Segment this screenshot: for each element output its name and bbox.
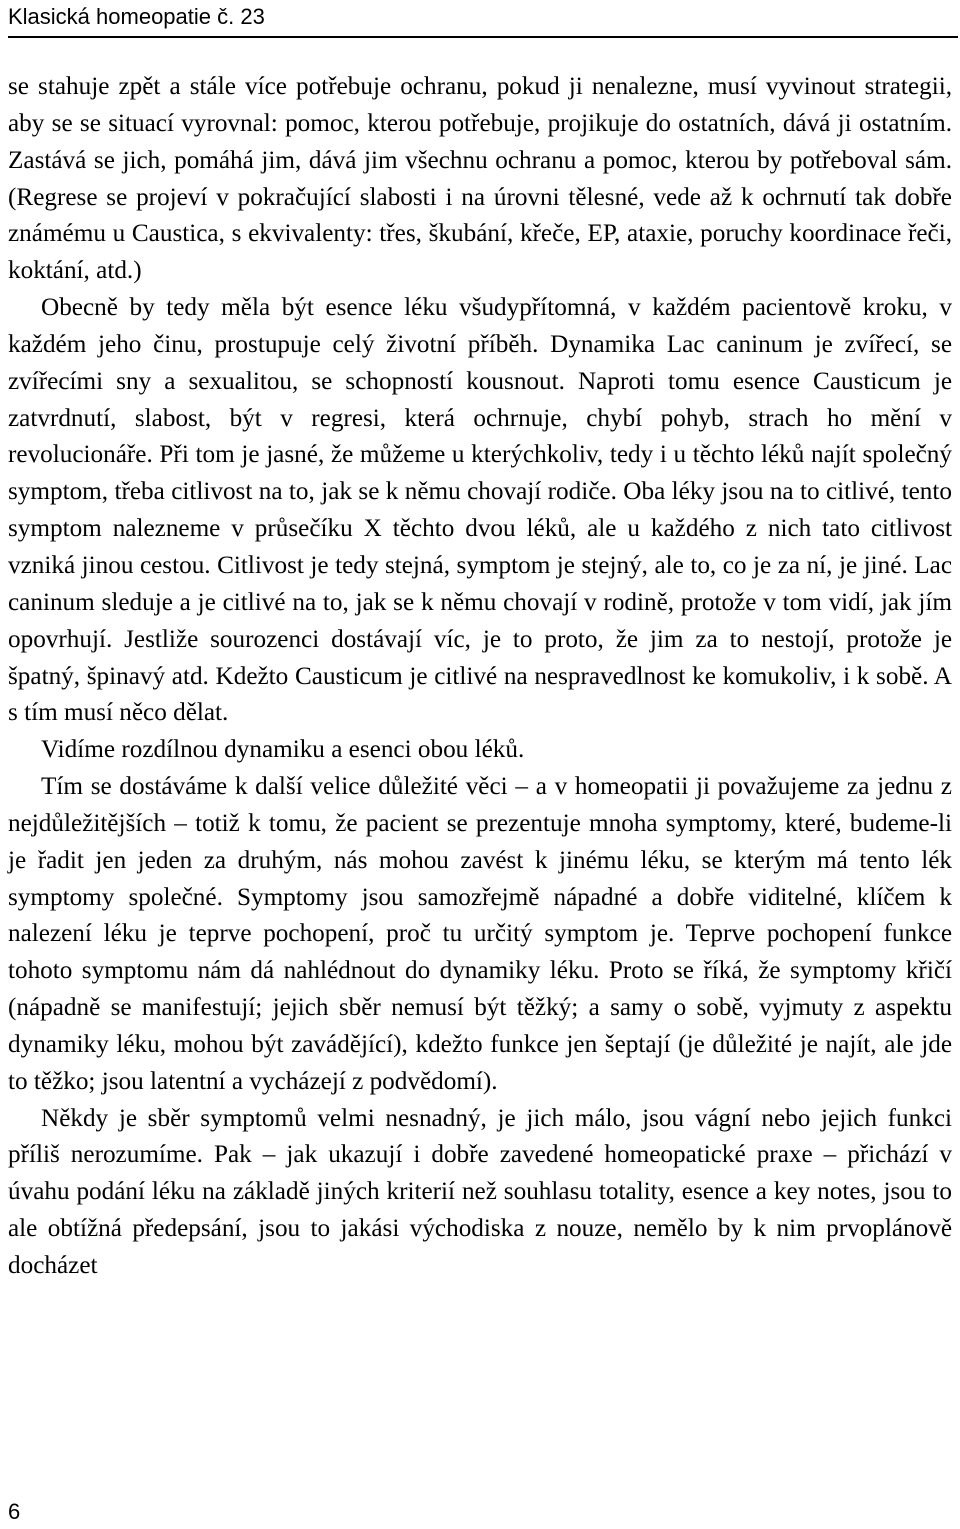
paragraph: Vidíme rozdílnou dynamiku a esenci obou léků. <box>41 736 525 764</box>
paragraph: Obecně by tedy měla být esence léku všudypřítomná, v každém pacientově kroku, v každém jeho činu, prostupuje celý životní příběh. Dynamika Lac caninum je zvířecí, se zvířecími sny a sexualitou, se schopností kousnout. Naproti tomu esence Causticum je zatvrdnutí, slabost, být v regresi, která ochrnuje, chybí pohyb, strach ho mění v revolucionáře. Při tom je jasné, že můžeme u kterýchkoliv, tedy i u těchto léků najít společný symptom, třeba citlivost na to, jak se k němu chovají rodiče. Oba léky jsou na to citlivé, tento symptom nalezneme v průsečíku X těchto dvou léků, ale u každého z nich tato citlivost vzniká jinou cestou. Citlivost je tedy stejná, symptom je stejný, ale to, co je za ní, je jiné. Lac caninum sleduje a je citlivé na to, jak se k němu chovají v rodině, protože v tom vidí, jak jím opovrhují. Jestliže sourozenci dostávají víc, je to proto, že jim za to nestojí, protože je špatný, špinavý atd. Kdežto Causticum je citlivé na nespravedlnost ke komukoliv, i k sobě. A s tím musí něco dělat. <box>8 294 952 727</box>
header-rule <box>8 36 958 38</box>
page-number: 6 <box>8 1499 21 1524</box>
article-body <box>8 69 952 1285</box>
paragraph: Někdy je sběr symptomů velmi nesnadný, je jich málo, jsou vágní nebo jejich funkci příliš nerozumíme. Pak – jak ukazují i dobře zavedené homeopatické praxe – přichází v úvahu podání léku na základě jiných kriterií než souhlasu totality, esence a key notes, jsou to ale obtížná předepsání, jsou to jakási východiska z nouze, nemělo by k nim prvoplánově docházet <box>8 1104 952 1279</box>
paragraph: Tím se dostáváme k další velice důležité věci – a v homeopatii ji považujeme za jednu z nejdůležitějších – totiž k tomu, že pacient se prezentuje mnoha symptomy, které, budeme-li je řadit jen jeden za druhým, nás mohou zavést k jinému léku, se kterým má tento lék symptomy společné. Symptomy jsou samozřejmě nápadné a dobře viditelné, klíčem k nalezení léku je teprve pochopení, proč tu určitý symptom je. Teprve pochopení funkce tohoto symptomu nám dá nahlédnout do dynamiky léku. Proto se říká, že symptomy křičí (nápadně se manifestují; jejich sběr nemusí být těžký; a samy o sobě, vyjmuty z aspektu dynamiky léku, mohou být zavádějící), kdežto funkce jen šeptají (je důležité je najít, ale jde to těžko; jsou latentní a vycházejí z podvědomí). <box>8 773 952 1095</box>
paragraph: se stahuje zpět a stále více potřebuje ochranu, pokud ji nenalezne, musí vyvinout strategii, aby se se situací vyrovnal: pomoc, kterou potřebuje, projikuje do ostatních, dává ji ostatním. Zastává se jich, pomáhá jim, dává jim všechnu ochranu a pomoc, kterou by potřeboval sám. (Regrese se projeví v pokračující slabosti i na úrovni tělesné, vede až k ochrnutí tak dobře známému u Caustica, s ekvivalenty: třes, škubání, křeče, EP, ataxie, poruchy koordinace řeči, koktání, atd.) <box>8 73 952 285</box>
running-header: Klasická homeopatie č. 23 <box>8 4 265 29</box>
